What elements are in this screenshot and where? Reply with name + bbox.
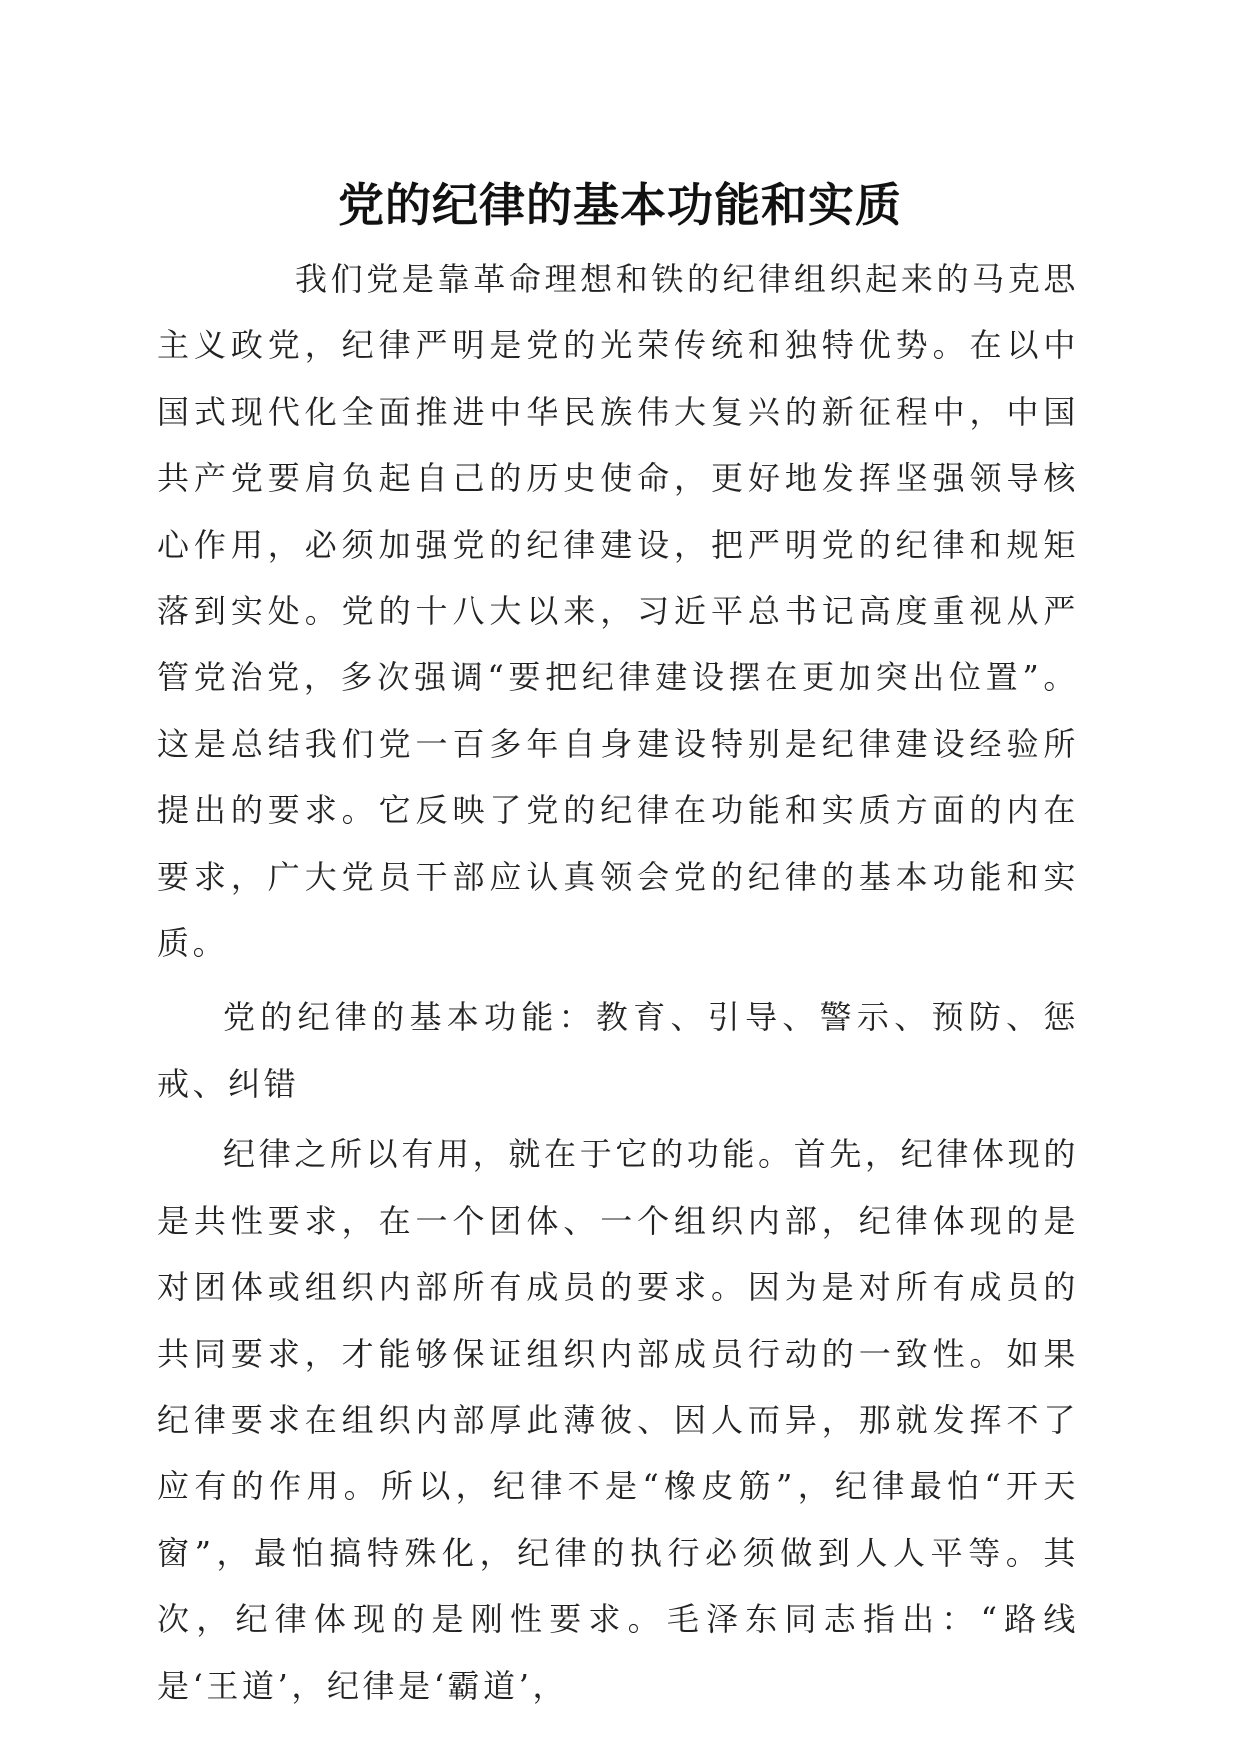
section-heading-basic-functions: 党的纪律的基本功能：教育、引导、警示、预防、惩戒、纠错 bbox=[157, 998, 1079, 1103]
document-title: 党的纪律的基本功能和实质 bbox=[338, 178, 902, 232]
document-body bbox=[157, 246, 1079, 1719]
paragraph-functions: 纪律之所以有用，就在于它的功能。首先，纪律体现的是共性要求，在一个团体、一个组织内部，纪律体现的是对团体或组织内部所有成员的要求。因为是对所有成员的共同要求，才能够保证组织内部成员行动的一致性。如果纪律要求在组织内部厚此薄彼、因人而异，那就发挥不了应有的作用。所以，纪律不是“橡皮筋”，纪律最怕“开天窗”，最怕搞特殊化，纪律的执行必须做到人人平等。其次，纪律体现的是刚性要求。毛泽东同志指出：“路线是‘王道’，纪律是‘霸道’， bbox=[157, 1135, 1079, 1705]
paragraph-intro: 我们党是靠革命理想和铁的纪律组织起来的马克思主义政党，纪律严明是党的光荣传统和独特优势。在以中国式现代化全面推进中华民族伟大复兴的新征程中，中国共产党要肩负起自己的历史使命，更好地发挥坚强领导核心作用，必须加强党的纪律建设，把严明党的纪律和规矩落到实处。党的十八大以来，习近平总书记高度重视从严管党治党，多次强调“要把纪律建设摆在更加突出位置”。这是总结我们党一百多年自身建设特别是纪律建设经验所提出的要求。它反映了党的纪律在功能和实质方面的内在要求，广大党员干部应认真领会党的纪律的基本功能和实质。 bbox=[157, 260, 1079, 963]
